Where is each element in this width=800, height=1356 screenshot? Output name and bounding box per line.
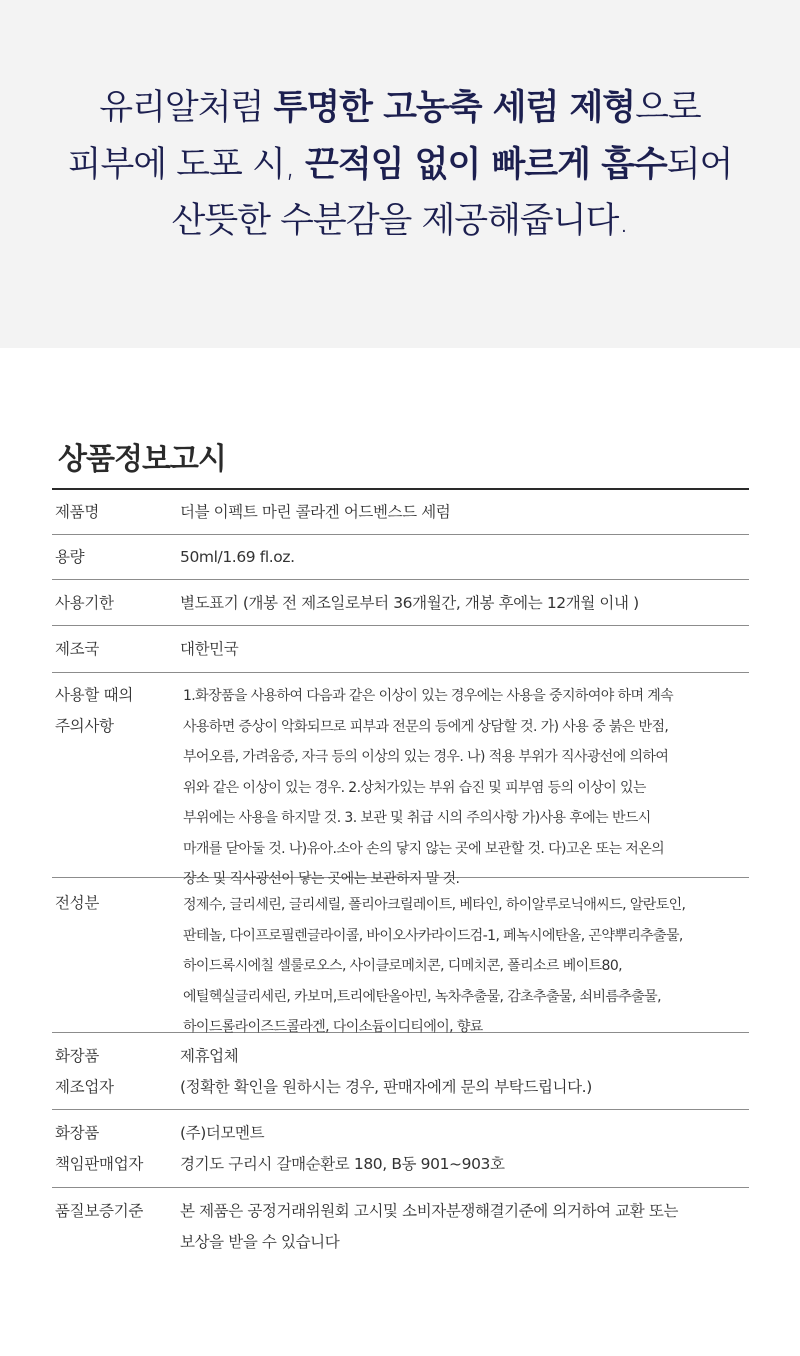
info-row-volume: [52, 535, 749, 580]
row-label: 전성분: [55, 894, 100, 912]
product-info-table: [52, 488, 749, 1266]
row-value: 50ml/1.69 fl.oz.: [180, 548, 295, 566]
hero-banner: [0, 0, 800, 348]
info-row-country: [52, 626, 749, 673]
row-label: 제품명: [55, 503, 100, 521]
hero-line-2: 피부에 도포 시, 끈적임 없이 빠르게 흡수되어: [67, 145, 733, 185]
row-value: 대한민국: [180, 640, 239, 658]
info-row-manufacturer: [52, 1033, 749, 1110]
section-title: 상품정보고시: [58, 442, 226, 477]
info-row-precautions: [52, 673, 749, 887]
row-label: 제조국: [55, 640, 100, 658]
row-value: 정제수, 글리세린, 글리세릴, 폴리아크릴레이트, 베타인, 하이알루로닉애씨드, 알란토인, 판테놀, 다이프로필렌글라이콜, 바이오사카라이드검-1, 페녹시에탄올, 곤약뿌리추출물, 하이드록시에칠 셀룰로오스, 사이클로메치콘, 디메치콘, 폴리소르 베이트80, 에틸헥실글리세린, 카보머,트리에탄올아민, 녹차추출물, 감초추출물, 쇠비름추출물, 하이드롤라이즈드콜라겐, 다이소듐이디티에이, 향료: [183, 897, 686, 1035]
info-row-ingredients: [52, 878, 749, 1033]
row-value: 본 제품은 공정거래위원회 고시및 소비자분쟁해결기준에 의거하여 교환 또는 보상을 받을 수 있습니다: [180, 1202, 679, 1251]
row-label: 화장품 제조업자: [55, 1047, 114, 1096]
row-value: 1.화장품을 사용하여 다음과 같은 이상이 있는 경우에는 사용을 중지하여야 하며 계속 사용하면 증상이 악화되므로 피부과 전문의 등에게 상담할 것. 가) 사용 중 붉은 반점, 부어오름, 가려움증, 자극 등의 이상의 있는 경우. 나) 적용 부위가 직사광선에 의하여 위와 같은 이상이 있는 경우. 2.상처가있는 부위 습진 및 피부염 등의 이상이 있는 부위에는 사용을 하지말 것. 3. 보관 및 취급 시의 주의사항 가)사용 후에는 반드시 마개를 닫아둘 것. 나)유아.소아 손의 닿지 않는 곳에 보관할 것. 다)고온 또는 저온의 장소 및 직사광선이 닿는 곳에는 보관하지 말 것.: [183, 688, 674, 887]
info-row-distributor: [52, 1110, 749, 1188]
row-value: 제휴업체 (정확한 확인을 원하시는 경우, 판매자에게 문의 부탁드립니다.): [180, 1047, 592, 1096]
row-value: 별도표기 (개봉 전 제조일로부터 36개월간, 개봉 후에는 12개월 이내 ): [180, 594, 639, 612]
info-row-product-name: [52, 490, 749, 535]
row-value: (주)더모멘트 경기도 구리시 갈매순환로 180, B동 901~903호: [180, 1124, 505, 1173]
row-label: 사용기한: [55, 594, 114, 612]
hero-line-1: 유리알처럼 투명한 고농축 세럼 제형으로: [99, 88, 701, 128]
row-label: 용량: [55, 548, 85, 566]
info-row-expiry: [52, 580, 749, 626]
row-label: 화장품 책임판매업자: [55, 1124, 144, 1173]
row-label: 사용할 때의 주의사항: [55, 686, 133, 735]
hero-line-3: 산뜻한 수분감을 제공해줍니다.: [171, 201, 629, 241]
row-label: 품질보증기준: [55, 1202, 144, 1220]
row-value: 더블 이펙트 마린 콜라겐 어드벤스드 세럼: [180, 503, 451, 521]
info-row-quality-standard: [52, 1188, 749, 1266]
